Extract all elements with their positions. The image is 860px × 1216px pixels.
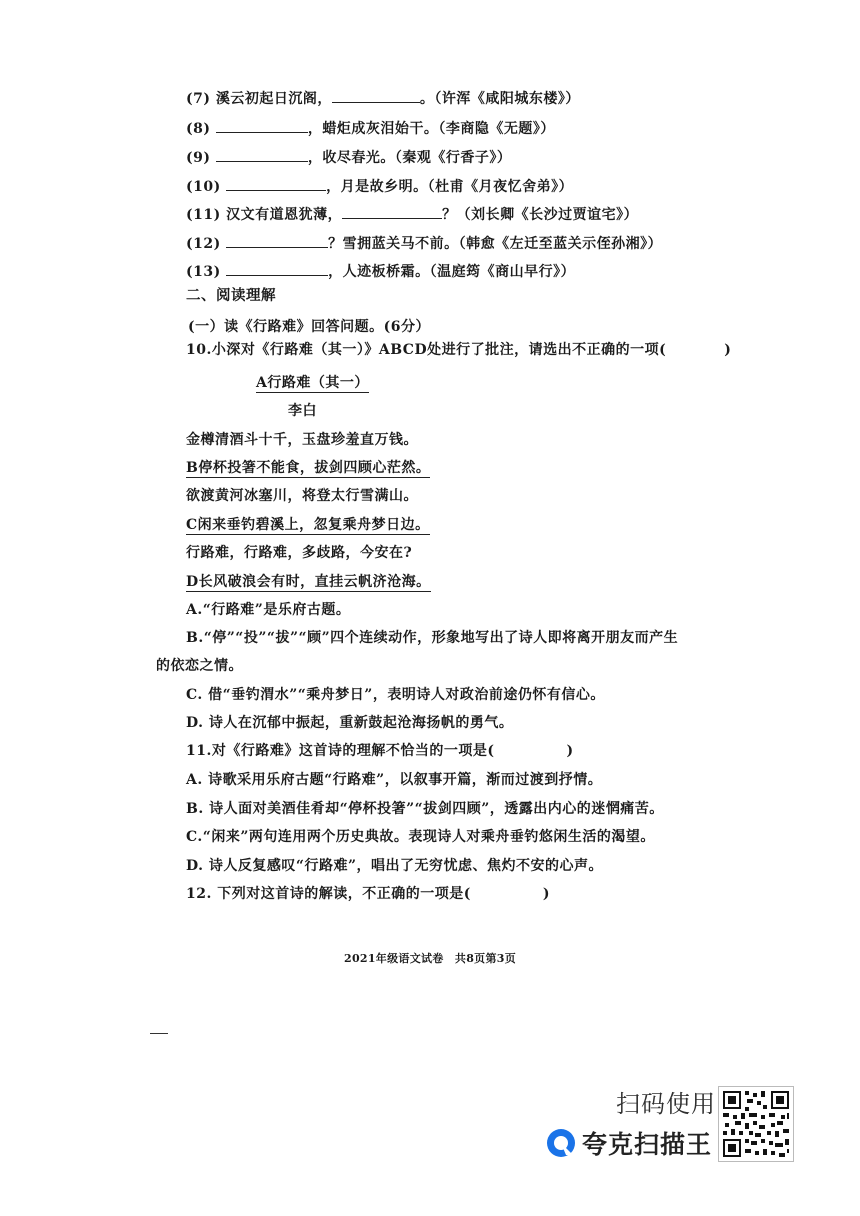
item-number: (8) — [186, 121, 211, 137]
item-number: (11) — [186, 207, 221, 223]
poem-line-annotated-d: D长风破浪会有时，直挂云帆济沧海。 — [186, 574, 431, 590]
answer-blank[interactable] — [342, 204, 442, 219]
quark-logo-icon — [546, 1128, 576, 1158]
fill-item-9 — [186, 147, 511, 167]
poem-line-3: 欲渡黄河冰塞川，将登太行雪满山。 — [186, 488, 418, 504]
question-11 — [186, 742, 574, 760]
question-12 — [186, 885, 550, 903]
page-footer: 2021年级语文试卷 共8页第3页 — [343, 952, 517, 965]
poem-title — [256, 374, 369, 392]
q11-option-a: A. 诗歌采用乐府古题“行路难”，以叙事开篇，渐而过渡到抒情。 — [186, 772, 603, 788]
item-before: 汉文有道恩犹薄， — [226, 207, 343, 223]
item-number: (13) — [186, 264, 221, 280]
item-after: ？雪拥蓝关马不前。（韩愈《左迁至蓝关示侄孙湘》） — [328, 236, 663, 252]
poem-line-6 — [186, 573, 431, 591]
poem-author: 李白 — [288, 403, 317, 419]
q10-option-c: C. 借“垂钓渭水”“乘舟梦日”，表明诗人对政治前途仍怀有信心。 — [186, 687, 605, 703]
item-before: 溪云初起日沉阁， — [215, 91, 332, 107]
item-after: ，收尽春光。（秦观《行香子》） — [307, 150, 512, 166]
poem-title-text: A行路难（其一） — [256, 375, 369, 391]
fill-item-13 — [186, 261, 575, 281]
question-close: ) — [542, 886, 550, 902]
q10-option-b-cont: 的依恋之情。 — [156, 658, 243, 674]
item-after: ，人迹板桥霜。（温庭筠《商山早行》） — [328, 264, 576, 280]
fill-item-12 — [186, 233, 662, 253]
item-number: (7) — [186, 91, 211, 107]
answer-blank[interactable] — [226, 233, 328, 248]
scan-to-use-label: 扫码使用 — [616, 1090, 716, 1118]
item-after: ？（刘长卿《长沙过贾谊宅》） — [442, 207, 639, 223]
scan-mark-dash — [150, 1033, 168, 1034]
fill-item-10 — [186, 176, 573, 196]
q11-option-b: B. 诗人面对美酒佳肴却“停杯投箸”“拔剑四顾”，透露出内心的迷惘痛苦。 — [186, 801, 664, 817]
fill-item-11 — [186, 204, 638, 224]
q11-option-d: D. 诗人反复感叹“行路难”，唱出了无穷忧虑、焦灼不安的心声。 — [186, 858, 603, 874]
poem-line-2 — [186, 459, 430, 477]
qr-code-icon[interactable] — [718, 1086, 794, 1162]
q10-option-a: A.“行路难”是乐府古题。 — [186, 602, 351, 618]
answer-blank[interactable] — [216, 147, 308, 162]
question-10 — [186, 341, 731, 359]
poem-line-annotated-c: C闲来垂钓碧溪上，忽复乘舟梦日边。 — [186, 517, 430, 533]
question-close: ) — [724, 342, 732, 358]
q10-option-d: D. 诗人在沉郁中振起，重新鼓起沧海扬帆的勇气。 — [186, 715, 514, 731]
question-stem: 10.小深对《行路难（其一）》ABCD处进行了批注，请选出不正确的一项( — [186, 342, 667, 358]
poem-line-annotated-b: B停杯投箸不能食，拔剑四顾心茫然。 — [186, 460, 431, 476]
item-after: 。（许浑《咸阳城东楼》） — [419, 91, 580, 107]
poem-line-1: 金樽清酒斗十千，玉盘珍羞直万钱。 — [186, 432, 418, 448]
question-stem: 12. 下列对这首诗的解读，不正确的一项是( — [186, 886, 471, 902]
question-stem: 11.对《行路难》这首诗的理解不恰当的一项是( — [186, 743, 495, 759]
fill-item-8 — [186, 118, 555, 138]
poem-line-4 — [186, 516, 430, 534]
question-close: ) — [566, 743, 574, 759]
item-after: ，月是故乡明。（杜甫《月夜忆舍弟》） — [326, 179, 574, 195]
section-title: 二、阅读理解 — [186, 287, 276, 304]
answer-blank[interactable] — [226, 261, 328, 276]
item-number: (9) — [186, 150, 211, 166]
subsection-title: (一）读《行路难》回答问题。(6分） — [188, 319, 430, 335]
q10-option-b: B.“停”“投”“拔”“顾”四个连续动作，形象地写出了诗人即将离开朋友而产生 — [186, 630, 679, 646]
brand-name: 夸克扫描王 — [582, 1130, 713, 1159]
item-number: (12) — [186, 236, 221, 252]
poem-line-5: 行路难，行路难，多歧路，今安在? — [186, 545, 413, 561]
fill-item-7 — [186, 88, 580, 108]
answer-blank[interactable] — [226, 176, 326, 191]
brand-watermark — [546, 1126, 712, 1160]
item-number: (10) — [186, 179, 221, 195]
item-after: ，蜡炬成灰泪始干。（李商隐《无题》） — [307, 121, 555, 137]
answer-blank[interactable] — [332, 88, 420, 103]
answer-blank[interactable] — [216, 118, 308, 133]
q11-option-c: C.“闲来”两句连用两个历史典故。表现诗人对乘舟垂钓悠闲生活的渴望。 — [186, 829, 655, 845]
